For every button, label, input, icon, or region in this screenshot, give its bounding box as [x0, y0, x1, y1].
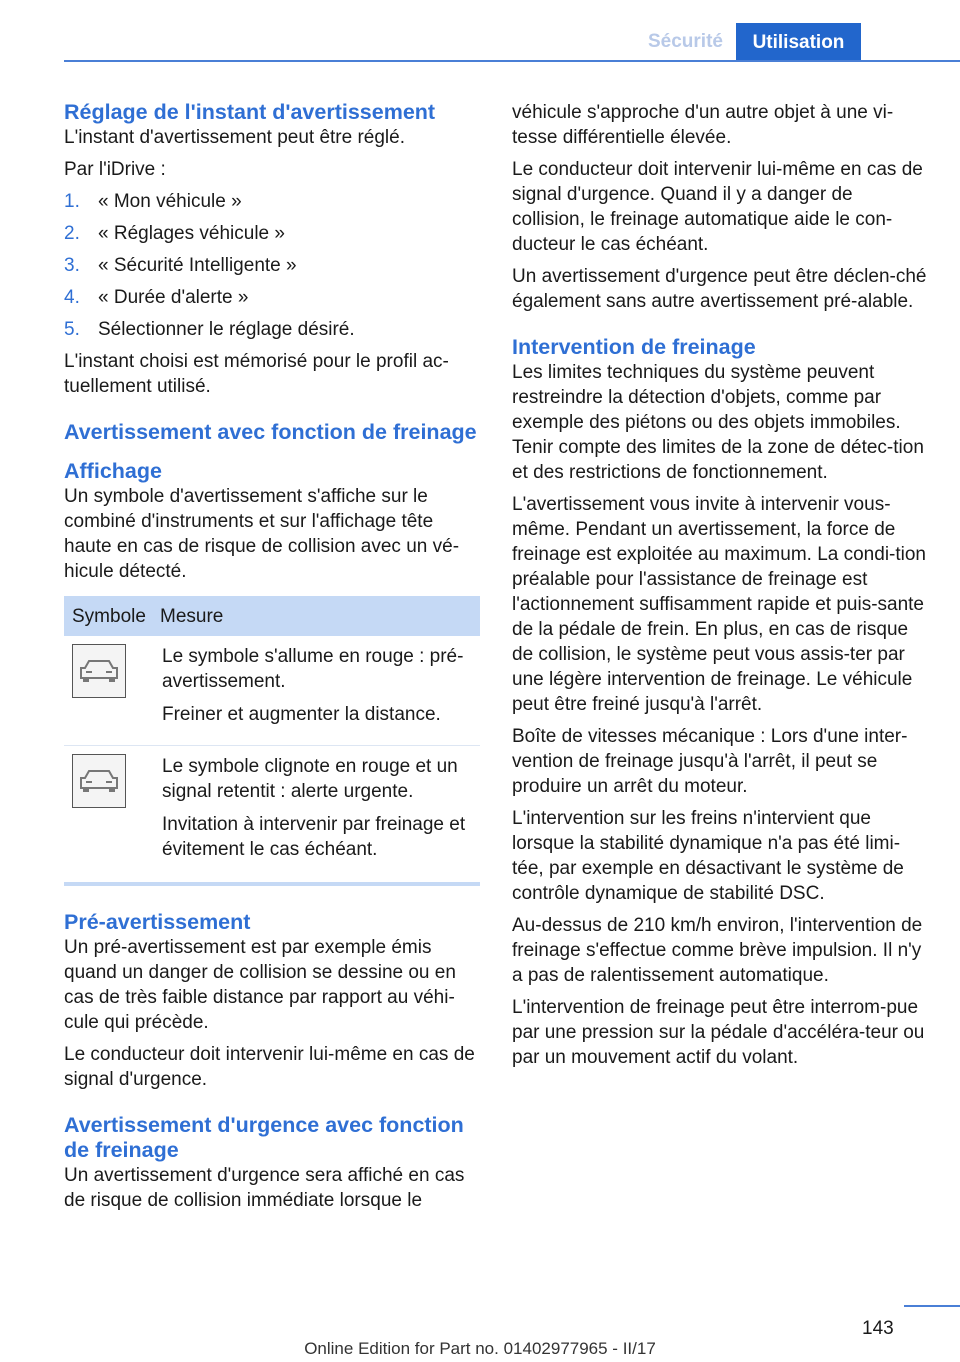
heading-affichage: Affichage	[64, 459, 162, 483]
paragraph: Un avertissement d'urgence sera affiché en cas de risque de collision immédiate lorsque le	[64, 1165, 465, 1211]
car-warning-icon	[72, 644, 126, 698]
column-header-mesure: Mesure	[160, 605, 224, 627]
paragraph: Un avertissement d'urgence peut être déclen‐ché également sans autre avertissement pré‐alable.	[512, 266, 927, 312]
step-number: 5.	[64, 319, 80, 340]
column-header-symbole: Symbole	[72, 605, 146, 627]
paragraph: véhicule s'approche d'un autre objet à une vi‐tesse différentielle élevée.	[512, 102, 894, 148]
paragraph: Un symbole d'avertissement s'affiche sur le combiné d'instruments et sur l'affichage tête haute en cas de risque de collision avec un vé‐hicule détecté.	[64, 486, 460, 582]
step-text: « Réglages véhicule »	[98, 223, 285, 244]
list-item	[64, 253, 482, 278]
paragraph: L'instant d'avertissement peut être réglé.	[64, 127, 405, 148]
tab-utilisation[interactable]: Utilisation	[736, 23, 861, 62]
table-row	[64, 636, 480, 746]
heading-urgence: Avertissement d'urgence avec fonction de freinage	[64, 1113, 464, 1162]
page-header	[0, 0, 960, 62]
paragraph: L'intervention sur les freins n'intervient que lorsque la stabilité dynamique n'a pas été limi‐tée, par exemple en désactivant le système de contrôle dynamique de stabilité DSC.	[512, 808, 904, 904]
table-cell-text: Invitation à intervenir par freinage et évitement le cas échéant.	[162, 814, 466, 860]
paragraph: Boîte de vitesses mécanique : Lors d'une inter‐vention de freinage jusqu'à l'arrêt, il peut se produire un arrêt du moteur.	[512, 726, 908, 797]
symbol-table	[64, 596, 480, 886]
table-row	[64, 746, 480, 886]
car-warning-icon	[72, 754, 126, 808]
list-item	[64, 285, 482, 310]
step-number: 1.	[64, 191, 80, 212]
list-item	[64, 221, 482, 246]
paragraph: Le conducteur doit intervenir lui-même en cas de signal d'urgence. Quand il y a danger de collision, le freinage automatique aide le con‐ducteur le cas échéant.	[512, 159, 923, 255]
list-item	[64, 317, 482, 342]
list-item	[64, 189, 482, 214]
paragraph: Par l'iDrive :	[64, 159, 166, 180]
paragraph: Au-dessus de 210 km/h environ, l'intervention de freinage s'effectue comme brève impulsion. Il n'y a pas de ralentissement automatique.	[512, 915, 923, 986]
tab-securite[interactable]: Sécurité	[648, 31, 723, 52]
heading-intervention: Intervention de freinage	[512, 335, 756, 359]
paragraph: L'avertissement vous invite à intervenir vous-même. Pendant un avertissement, la force de freinage est exploitée au maximum. La condi‐tion préalable pour l'assistance de freinage est l'actionnement suffisamment rapide et puis‐sante de la pédale de frein. En plus, en cas de risque de collision, le système peut vous assis‐ter par une légère intervention de freinage. Le véhicule peut être freiné jusqu'à l'arrêt.	[512, 494, 927, 715]
heading-pre-avertissement: Pré-avertissement	[64, 910, 251, 934]
step-text: Sélectionner le réglage désiré.	[98, 319, 355, 340]
steps-list	[64, 189, 482, 342]
page-number: 143	[862, 1318, 894, 1339]
edition-footer: Online Edition for Part no. 01402977965 - II/17	[304, 1339, 656, 1358]
step-text: « Durée d'alerte »	[98, 287, 249, 308]
step-text: « Sécurité Intelligente »	[98, 255, 297, 276]
paragraph: Le conducteur doit intervenir lui-même en cas de signal d'urgence.	[64, 1044, 475, 1090]
heading-reglage: Réglage de l'instant d'avertissement	[64, 100, 436, 124]
paragraph: L'intervention de freinage peut être interrom‐pue par une pression sur la pédale d'accéléra‐teur ou par un mouvement actif du volant.	[512, 997, 925, 1068]
step-number: 2.	[64, 223, 80, 244]
table-cell-text: Le symbole s'allume en rouge : pré-avertissement.	[162, 646, 464, 692]
paragraph: Les limites techniques du système peuvent restreindre la détection d'objets, comme par exemple des piétons ou des objets immobiles. Tenir compte des limites de la zone de détec‐tion et des restrictions de fonctionnement.	[512, 362, 924, 483]
table-cell-text: Freiner et augmenter la distance.	[162, 704, 441, 725]
paragraph: Un pré-avertissement est par exemple émis quand un danger de collision se dessine ou en cas de très faible distance par rapport au véhi‐cule qui précède.	[64, 937, 456, 1033]
right-column	[512, 100, 930, 1077]
table-cell-text: Le symbole clignote en rouge et un signal retentit : alerte urgente.	[162, 756, 458, 802]
left-column	[64, 100, 482, 1220]
table-header	[64, 596, 480, 636]
footer-divider	[904, 1305, 960, 1307]
paragraph: L'instant choisi est mémorisé pour le profil ac‐tuellement utilisé.	[64, 351, 449, 397]
step-number: 3.	[64, 255, 80, 276]
header-divider	[64, 60, 960, 62]
step-text: « Mon véhicule »	[98, 191, 242, 212]
step-number: 4.	[64, 287, 80, 308]
heading-avertissement: Avertissement avec fonction de freinage	[64, 420, 477, 444]
